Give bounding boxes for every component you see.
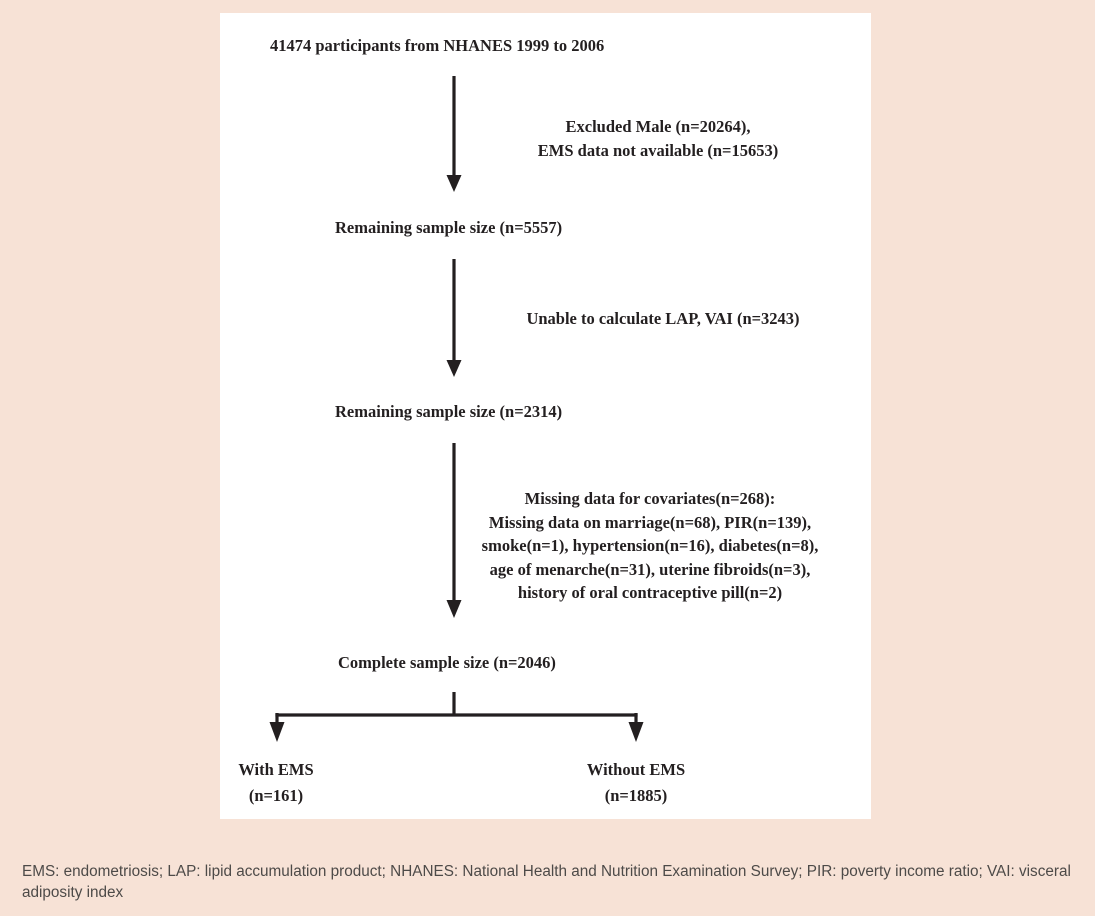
exclusion-note-3-line-4: age of menarche(n=31), uterine fibroids(n=3), — [489, 559, 811, 579]
exclusion-note-3-line-1: Missing data for covariates(n=268): — [524, 489, 776, 508]
arrow-down-2 — [447, 259, 462, 377]
branch-label-with-ems-line-2: (n=161) — [248, 786, 304, 805]
footer-abbreviations: EMS: endometriosis; LAP: lipid accumulation product; NHANES: National Health and Nutrition Examination Survey; PIR: poverty income ratio; VAI: visceral adiposity index — [22, 863, 1071, 901]
exclusion-note-1-line-1: Excluded Male (n=20264), — [565, 117, 751, 136]
branch-label-without-ems-line-1: Without EMS — [586, 760, 686, 779]
branch-label-with-ems — [238, 757, 313, 809]
branch-connector — [270, 692, 644, 742]
flow-title: 41474 participants from NHANES 1999 to 2006 — [270, 36, 605, 55]
exclusion-note-3-line-3: smoke(n=1), hypertension(n=16), diabetes(n=8), — [481, 536, 819, 555]
exclusion-note-3-line-2: Missing data on marriage(n=68), PIR(n=139), — [488, 512, 812, 532]
arrow-down-3 — [447, 443, 462, 618]
node-remaining-sample-2: Remaining sample size (n=2314) — [335, 402, 563, 421]
node-remaining-sample-1: Remaining sample size (n=5557) — [335, 218, 563, 237]
branch-label-without-ems-line-2: (n=1885) — [604, 786, 668, 805]
node-complete-sample: Complete sample size (n=2046) — [338, 653, 556, 672]
exclusion-note-3 — [482, 487, 819, 605]
arrow-down-1 — [447, 76, 462, 192]
exclusion-note-2-line-1: Unable to calculate LAP, VAI (n=3243) — [526, 309, 800, 328]
figure-panel — [220, 13, 871, 819]
exclusion-note-3-line-5: history of oral contraceptive pill(n=2) — [517, 583, 783, 602]
exclusion-note-1 — [538, 115, 778, 163]
exclusion-note-1-line-2: EMS data not available (n=15653) — [537, 141, 779, 160]
exclusion-note-2 — [526, 309, 799, 329]
branch-label-with-ems-line-1: With EMS — [238, 760, 314, 779]
branch-label-without-ems — [587, 757, 685, 809]
